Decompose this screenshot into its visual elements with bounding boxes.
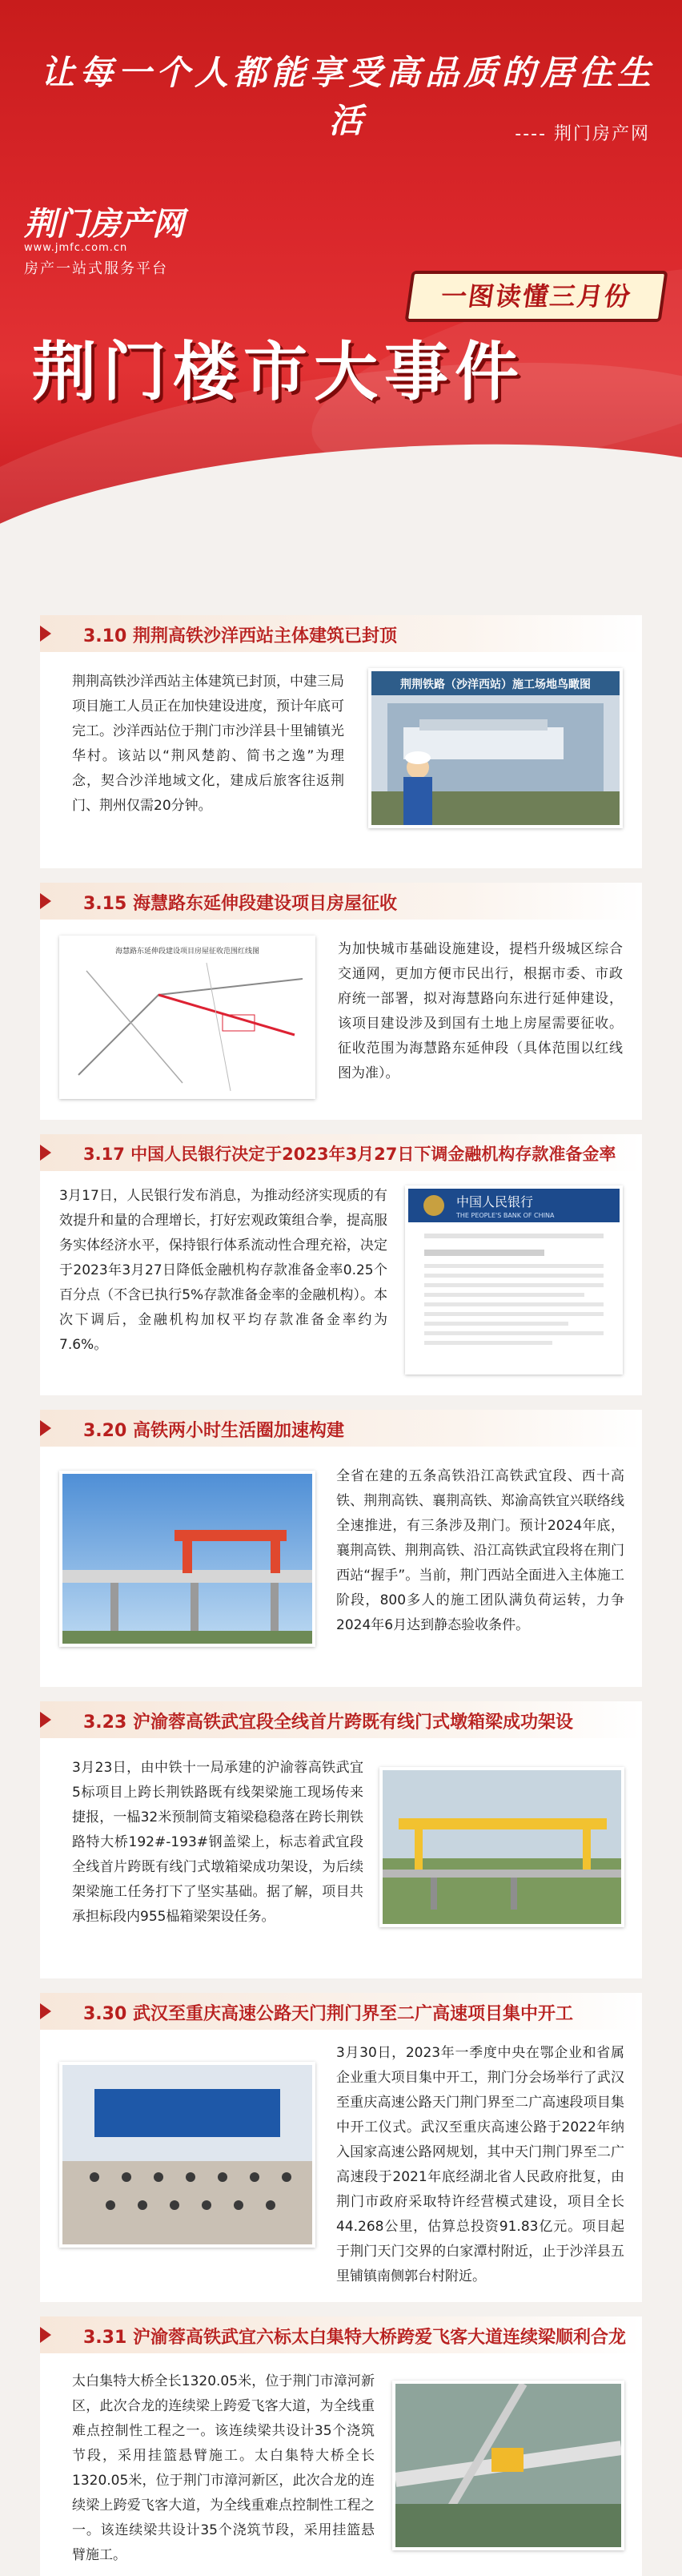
logo-name: 荆门房产网: [24, 205, 184, 243]
slogan: 让每一个人都能享受高品质的居住生活: [40, 53, 656, 140]
section-body: [40, 1171, 642, 1395]
logo-subtitle: 房产一站式服务平台: [24, 260, 168, 277]
month-badge: 一图读懂三月份: [405, 271, 668, 322]
section-body: [40, 1738, 642, 1978]
arrow-icon: [40, 893, 51, 909]
hero-banner: [0, 0, 682, 529]
arrow-icon: [40, 1712, 51, 1728]
ceremony-photo: [59, 2062, 315, 2248]
section-body: [40, 2030, 642, 2302]
page-title: 荆门楼市大事件: [32, 335, 525, 409]
arrow-icon: [40, 626, 51, 642]
brand-logo: [24, 207, 216, 279]
arrow-icon: [40, 1145, 51, 1161]
section-header: [40, 883, 642, 920]
arrow-icon: [40, 2003, 51, 2019]
bridge-photo: [59, 1471, 315, 1647]
section-text: 荆荆高铁沙洋西站主体建筑已封顶，中建三局项目施工人员正在加快建设进度，预计年底可完工。沙洋西站位于荆门市沙洋县十里铺镇光华村。该站以“荆风楚韵、简书之逸”为理念，契合沙洋地域文化，建成后旅客往返荆门、荆州仅需20分钟。: [72, 674, 344, 814]
section-body: [40, 920, 642, 1120]
section-title: 3.23 沪渝蓉高铁武宜段全线首片跨既有线门式墩箱梁成功架设: [83, 1713, 573, 1733]
arrow-icon: [40, 2327, 51, 2343]
section-body: [40, 1447, 642, 1687]
doc-header: 中国人民银行: [456, 1194, 534, 1210]
section-header: [40, 615, 642, 652]
section-text: 3月17日，人民银行发布消息，为推动经济实现质的有效提升和量的合理增长，打好宏观政策组合拳，提高服务实体经济水平，保持银行体系流动性合理充裕，决定于2023年3月27日降低金融机构存款准备金率0.25个百分点（不含已执行5%存款准备金率的金融机构）。本次下调后，金融机构加权平均存款准备金率约为7.6%。: [59, 1188, 387, 1353]
section-text: 3月23日，由中铁十一局承建的沪渝蓉高铁武宜5标项目上跨长荆铁路既有线架梁施工现场传来捷报，一榀32米预制简支箱梁稳稳落在跨长荆铁路特大桥192#-193#钢盖梁上，标志着武宜段全线首片跨既有线门式墩箱梁成功架设，为后续架梁施工任务打下了坚实基础。据了解，项目共承担标段内955榀箱梁架设任务。: [72, 1760, 363, 1925]
section-title: 3.17 中国人民银行决定于2023年3月27日下调金融机构存款准备金率: [83, 1145, 616, 1164]
section-header: [40, 2316, 642, 2353]
section-title: 3.15 海慧路东延伸段建设项目房屋征收: [83, 894, 397, 914]
section-body: [40, 652, 642, 868]
doc-sub: THE PEOPLE'S BANK OF CHINA: [456, 1212, 555, 1219]
section-header: [40, 1993, 642, 2030]
section-title: 3.31 沪渝蓉高铁武宜六标太白集特大桥跨爱飞客大道连续梁顺利合龙: [83, 2328, 626, 2348]
section-text: 太白集特大桥全长1320.05米，位于荆门市漳河新区，此次合龙的连续梁上跨爱飞客大道，为全线重难点控制性工程之一。该连续梁共设计35个浇筑节段，采用挂篮悬臂施工。太白集特大桥全长1320.05米，位于荆门市漳河新区，此次合龙的连续梁上跨爱飞客大道，为全线重难点控制性工程之一。该连续梁共设计35个浇筑节段，采用挂篮悬臂施工。: [72, 2373, 375, 2563]
section-title: 3.20 高铁两小时生活圈加速构建: [83, 1421, 344, 1441]
section-text: 为加快城市基础设施建设，提档升级城区综合交通网，更加方便市民出行，根据市委、市政府统一部署，拟对海慧路向东进行延伸建设，该项目建设涉及到国有土地上房屋需要征收。征收范围为海慧路东延伸段（具体范围以红线图为准）。: [338, 941, 623, 1081]
document-image: [405, 1185, 623, 1375]
section-text: 全省在建的五条高铁沿江高铁武宜段、西十高铁、荆荆高铁、襄荆高铁、郑渝高铁宜兴联络线全速推进，有三条涉及荆门。预计2024年底，襄荆高铁、荆荆高铁、沿江高铁武宜段将在荆门西站“握手”。当前，荆门西站全面进入主体施工阶段，800多人的施工团队满负荷运转，力争2024年6月达到静态验收条件。: [336, 1468, 624, 1633]
photo-caption: 荆荆铁路（沙洋西站）施工场地鸟瞰图: [400, 678, 591, 691]
section-header: [40, 1134, 642, 1171]
construction-photo: [368, 668, 623, 828]
bridge-aerial-photo: [392, 2381, 624, 2550]
map-image: [59, 936, 315, 1099]
section-header: [40, 1410, 642, 1447]
map-caption: 海慧路东延伸段建设项目房屋征收范围红线图: [114, 948, 260, 956]
section-title: 3.30 武汉至重庆高速公路天门荆门界至二广高速项目集中开工: [83, 2004, 573, 2024]
section-title: 3.10 荆荆高铁沙洋西站主体建筑已封顶: [83, 626, 397, 646]
logo-url: www.jmfc.com.cn: [24, 242, 128, 254]
section-text: 3月30日，2023年一季度中央在鄂企业和省属企业重大项目集中开工，荆门分会场举行了武汉至重庆高速公路天门荆门界至二广高速段项目集中开工仪式。武汉至重庆高速公路于2022年纳入国家高速公路网规划，其中天门荆门界至二广高速段于2021年底经湖北省人民政府批复，由荆门市政府采取特许经营模式建设，项目全长44.268公里，估算总投资91.83亿元。项目起于荆门天门交界的白家潭村附近，止于沙洋县五里铺镇南侧郭台村附近。: [336, 2045, 624, 2284]
arrow-icon: [40, 1420, 51, 1436]
section-body: [40, 2353, 642, 2576]
slogan-source: ---- 荆门房产网: [515, 124, 650, 144]
section-header: [40, 1701, 642, 1738]
railway-photo: [379, 1767, 624, 1927]
